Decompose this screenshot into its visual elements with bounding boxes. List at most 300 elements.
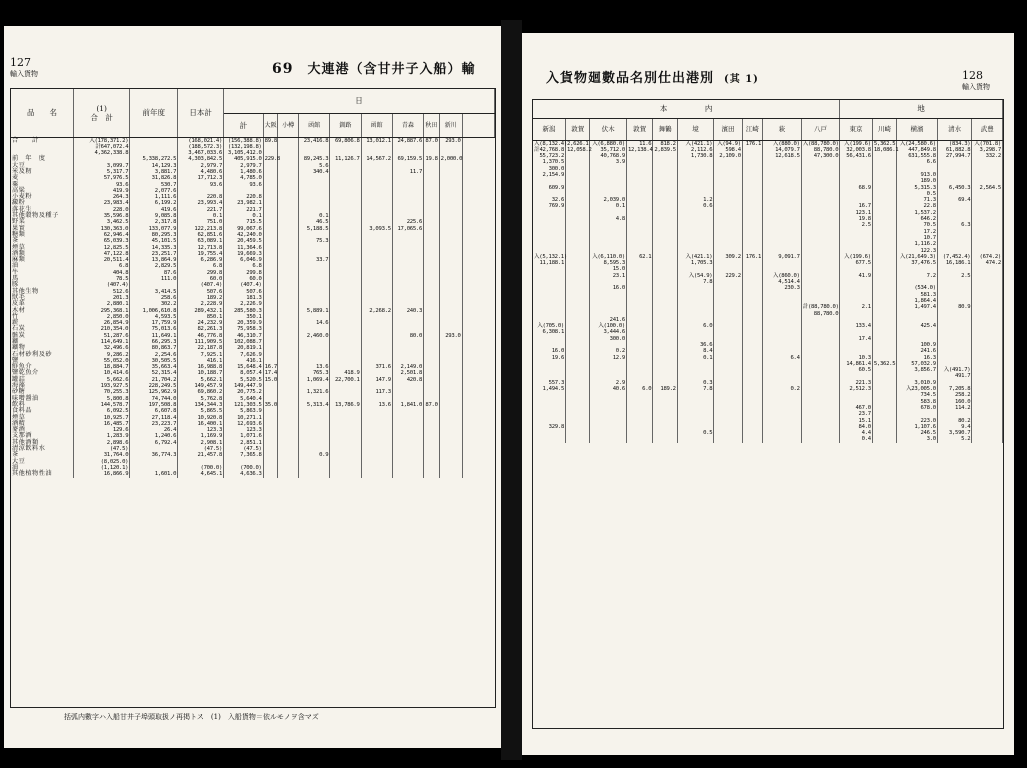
cell-total: 16,485.7 [74,421,130,427]
item-label: 前 年 度 [11,156,74,162]
cell-r7: 11.7 [392,169,423,175]
col-item-header: 品 名 [11,89,74,137]
cell-total: 5,662.6 [74,377,130,383]
cell-r2: 15.0 [264,376,277,383]
cell-total: 入(178,371.2) 計647,072.4 4,362,338.8 [74,137,130,156]
port-header: 函館 [361,113,392,137]
cell-r1: (156,388.8) (132,198.8) 3,105,412.0 [224,137,264,156]
cell: (674.2) 474.2 [972,254,1003,267]
cell-prev: 45,101.5 [130,238,178,244]
cell-prev: 75,013.6 [130,326,178,332]
cell: 230.3 [763,285,802,298]
cell [626,304,652,317]
cell-total: 32,496.6 [74,345,130,351]
cell-r1: 23,982.1 [224,200,264,206]
item-label: 高粱 [11,188,74,194]
item-label: 皮革 [11,301,74,307]
cell-r6: 2,268.2 [361,308,392,314]
item-label: 鹽 [11,358,74,364]
cell [653,254,677,267]
cell [626,285,652,298]
item-label: 茶 [11,452,74,458]
cell: 6.0 [626,386,652,392]
cell-prev: 26.4 [130,427,178,433]
cell [872,254,896,267]
cell [626,436,652,442]
cell [801,254,840,267]
cell [763,304,802,317]
cell: 2.1 [840,304,873,317]
cell [533,304,566,317]
cell-prev: 197,508.8 [130,402,178,408]
cell: 176.1 [742,254,762,267]
cell-japan: 7,925.1 [178,352,224,358]
cell-r1: 121,303.5 [224,402,264,408]
item-label: 酒精 [11,421,74,427]
item-label: 石炭 [11,326,74,332]
cell-prev: 27,118.4 [130,415,178,421]
cell [872,436,896,442]
cell-r5 [330,471,361,477]
cell-r1: 5,520.5 [224,377,264,383]
cell-total: 228.0 [74,207,130,213]
cell-r1: (47.5) [224,446,264,452]
cell: 1,537.2 [897,210,938,216]
cell-r1: 42,240.0 [224,232,264,238]
cell-r1: 2,851.1 [224,440,264,446]
port-header: 八戸 [801,118,840,140]
cell: 7.8 [677,386,714,392]
cell-japan: 5,865.5 [178,408,224,414]
cell [937,285,972,298]
cell-japan: 82,261.3 [178,326,224,332]
cell-r7: 225.6 [392,219,423,225]
cell: 11.6 12,138.4 [626,140,652,159]
cell: 入(94.9) 598.4 2,109.0 [714,140,742,159]
cell: 10.7 [897,235,938,241]
cell: 5,315.3 [897,185,938,191]
cell: 646.2 [897,216,938,222]
cell [972,436,1003,442]
cell-r1: (700.0) [224,465,264,471]
region-land-header: 地 [840,100,1003,118]
port-header: 秋田 [424,113,440,137]
cell-total: 12,825.5 [74,245,130,251]
item-label: 豚 [11,282,74,288]
cell: 71.3 [897,197,938,203]
cell-prev: 258.6 [130,295,178,301]
cell-japan: 4,480.6 [178,169,224,175]
port-header: 境 [677,118,714,140]
item-label: 茶 [11,238,74,244]
cell-r4: 23,416.8 [299,137,330,156]
cell: 467.0 [840,405,873,411]
cell [714,285,742,298]
cell-r8: 87.0 [424,137,440,156]
port-header: 青森 [392,113,423,137]
port-header: 舞鶴 [653,118,677,140]
item-label: 米及籾 [11,169,74,175]
cell: 609.9 [533,185,566,191]
cell: 入(100.0) 3,444.6 [590,323,627,336]
cell-r7: 69,159.5 [392,156,423,162]
cell: 入(860.0) 4,514.4 [763,273,802,286]
right-page-number: 128 輸入貨物 [962,69,990,91]
cell: 913.0 [897,172,938,178]
cell: 4.8 [590,216,627,222]
cell-r4: 765.3 [299,370,330,376]
cell-japan: 10,188.7 [178,370,224,376]
item-label: 落花生 [11,207,74,213]
cell: 入(421.1) 2,112.6 1,730.8 [677,140,714,159]
cell: 23.7 [840,411,873,417]
cell: 22.8 [897,203,938,209]
cell-total: 6,092.5 [74,408,130,414]
cell-r1: 285,580.3 [224,308,264,314]
cell [801,323,840,336]
cell-prev: 23,223.7 [130,421,178,427]
cell-total: 3,099.7 [74,163,130,169]
cell [742,436,762,442]
cell-total: 62,946.4 [74,232,130,238]
cell-r4: 14.6 [299,320,330,326]
port-header: 東京 [840,118,873,140]
port-header: 大阪 [263,113,278,137]
cell-total: 26,854.9 [74,320,130,326]
cell [653,323,677,336]
cell: 189.2 [653,386,677,392]
cell-prev: 66,295.3 [130,339,178,345]
cell: 0.2 [590,348,627,354]
port-header: 新川 [439,113,462,137]
item-label: 石材砂利及砂 [11,352,74,358]
cell-total: 10,925.7 [74,415,130,421]
cell: 6.4 [763,355,802,361]
cell: 16.0 [533,348,566,354]
cell-total: 2,880.1 [74,301,130,307]
cell-japan: 0.1 [178,213,224,219]
cell-r1: 11,364.6 [224,245,264,251]
cell-r1: 46,310.7 [224,333,264,339]
cell-r4 [299,471,330,477]
cell: 32.6 [533,197,566,203]
cell [566,254,590,267]
cell: 入(199.6) 677.5 [840,254,873,267]
cell-r1: 60.0 [224,276,264,282]
cell [714,436,742,442]
cell: 14,861.4 [840,361,873,367]
port-header: 横濱 [897,118,938,140]
cell: 3.9 [590,159,627,165]
cell [872,273,896,286]
cell-r1: 405,915.0 [224,156,264,162]
cell-japan: 93.6 [178,182,224,188]
cell: 176.1 [742,140,762,159]
item-label: 鑛物 [11,345,74,351]
cell-prev: 2,829.5 [130,263,178,269]
cell-prev: 6,792.4 [130,440,178,446]
cell-japan: 189.2 [178,295,224,301]
cell [972,285,1003,298]
cell-japan: 4,303,842.5 [178,156,224,162]
cell-r4: 0.1 [299,213,330,219]
cell-r4: 340.4 [299,169,330,175]
cell: 2,039.0 [590,197,627,203]
port-header [462,113,494,137]
cell-japan: 10,920.8 [178,415,224,421]
cell-r6 [361,471,392,477]
cell: 0.2 [763,386,802,392]
cell-r1: 7,365.8 [224,452,264,458]
cell: 246.5 [897,430,938,436]
cell-r6: 13,012.1 [361,137,392,156]
cell-r1: 6.8 [224,263,264,269]
cell-total: (1,120.1) [74,465,130,471]
cell-r4: 2,460.0 [299,333,330,339]
cell-total: (47.5) [74,446,130,452]
cell: 36.6 [677,342,714,348]
table-row [533,254,1003,267]
cell: 57,032.9 [897,361,938,367]
cell: 40.6 [590,386,627,392]
cell-prev: 80,863.7 [130,345,178,351]
item-label: 大豆 [11,163,74,169]
cell [533,273,566,286]
cell: 189.0 [897,178,938,184]
cell: 309.2 [714,254,742,267]
cell: 入(21,649.3) 37,476.5 [897,254,938,267]
cell-r7: 1,841.0 [392,402,423,408]
cell-prev: 133,077.9 [130,226,178,232]
cell-r1: 2,226.9 [224,301,264,307]
cell: 769.9 [533,203,566,209]
cell [801,273,840,286]
item-label: 鹽乾魚介 [11,370,74,376]
cell-r8 [424,471,440,477]
item-label: 骸炭 [11,333,74,339]
cell-japan: 4,645.1 [178,471,224,477]
cell: 425.4 [897,323,938,336]
cell-r9 [439,471,462,477]
item-label: 海藻 [11,383,74,389]
cell-total: 51,287.6 [74,333,130,339]
port-header: 萩 [763,118,802,140]
cell-japan: 2,908.1 [178,440,224,446]
cell [801,436,840,442]
cell-japan: 46,776.8 [178,333,224,339]
item-label: 糖類 [11,232,74,238]
cell [714,367,742,380]
cell-r6: 371.6 [361,364,392,370]
cell [742,285,762,298]
cell: 223.0 [897,418,938,424]
cell: 2.5 [840,222,873,228]
cell: 2.5 [937,273,972,286]
cell-r1: 15,648.4 [224,364,264,370]
cell-r9: 293.0 [439,137,462,156]
cell-total: 264.3 [74,194,130,200]
cell: 0.4 [840,436,873,442]
cell-japan: 1,169.9 [178,433,224,439]
cell-r2: 35.0 [264,401,277,408]
cell [714,304,742,317]
cell-prev: 31,826.8 [130,175,178,181]
cell-total: 5,317.7 [74,169,130,175]
cell-r1: 102,088.7 [224,339,264,345]
cell-total: (8,025.0) [74,459,130,465]
cell-r5: 13,786.9 [330,402,361,408]
cell: 9.4 [937,424,972,430]
cell-total: 55,052.0 [74,358,130,364]
cell-prev: 5,338,272.5 [130,156,178,162]
cell-r6: 117.3 [361,389,392,395]
cell [533,285,566,298]
cell-japan: 63,089.1 [178,238,224,244]
cell: 122.3 [897,248,938,254]
table-row [533,304,1003,317]
cell-japan: 299.8 [178,270,224,276]
cell-r4: 5.6 [299,163,330,169]
cell-prev: 11,649.1 [130,333,178,339]
cell-japan: 221.7 [178,207,224,213]
cell-r2: 17.4 [264,370,277,377]
table-row [533,273,1003,286]
cell-japan: 12,713.8 [178,245,224,251]
cell: 15.1 [840,418,873,424]
cell-prev: 6,199.2 [130,200,178,206]
cell-japan: 111,909.5 [178,339,224,345]
item-label: 其他穀物及種子 [11,213,74,219]
item-label: 味噌醤油 [11,396,74,402]
item-label: 大豆 [11,459,74,465]
cell: 入(199.6) 32,003.8 56,431.6 [840,140,873,159]
cell-r1: 6,046.9 [224,257,264,263]
port-header: 計 [224,113,264,137]
cell: 入(54.9) 7.8 [677,273,714,286]
cell-japan: 220.8 [178,194,224,200]
cell-prev: 13,864.9 [130,257,178,263]
cell-total: 210,354.0 [74,326,130,332]
cell-japan: 751.0 [178,219,224,225]
port-header: 敦賀 [626,118,652,140]
cell: (834.3) 61,882.8 27,994.7 [937,140,972,159]
cell-japan: 416.1 [178,358,224,364]
item-label: 鑛 [11,339,74,345]
cell [566,304,590,317]
cell-japan: 17,712.3 [178,175,224,181]
cell: 734.5 [897,392,938,398]
cell: 23.1 [590,273,627,286]
cell [972,304,1003,317]
cell: 計(88,780.0) 88,780.0 [802,304,839,317]
item-label: 罐詰 [11,377,74,383]
cell-prev: 23,251.7 [130,251,178,257]
cell: 70.5 [897,222,938,228]
cell-r5: 69,806.8 [330,137,361,156]
cell-japan: 6,286.9 [178,257,224,263]
cell-total: 512.6 [74,289,130,295]
cell-prev: 14,335.3 [130,245,178,251]
port-header: 濱田 [714,118,742,140]
cell: 16.3 [897,355,938,361]
cell-r1: 715.5 [224,219,264,225]
cell: 7,205.8 [937,386,972,392]
item-label: 麻類 [11,257,74,263]
cell: 678.0 [897,405,938,411]
port-header: 小樽 [278,113,299,137]
cell-r1: 5,640.4 [224,396,264,402]
cell-prev: 17,759.9 [130,320,178,326]
cell-r7: 2,149.0 [392,364,423,370]
port-header: 釧路 [330,113,361,137]
cell-prev: 419.6 [130,207,178,213]
cell-r4: 1,321.6 [299,389,330,395]
cell-japan: 6.8 [178,263,224,269]
cell-r1: 4,785.0 [224,175,264,181]
cell-r6: 3,093.5 [361,226,392,232]
cell-r6: 147.9 [361,377,392,383]
cell-prev: 2,254.6 [130,352,178,358]
cell: 3,856.7 [897,367,938,380]
cell-total: 1,283.9 [74,433,130,439]
cell [590,436,627,442]
cell: 12.9 [590,355,627,361]
cell-prev: 302.2 [130,301,178,307]
cell-r1: 99,067.6 [224,226,264,232]
cell-r7: 420.8 [392,377,423,383]
left-page-number: 127 輸入貨物 [10,56,38,78]
cell-r1: 8,057.4 [224,370,264,376]
cell-japan: 123.3 [178,427,224,433]
item-label: 飲料 [11,402,74,408]
item-label: 麥酒 [11,427,74,433]
cell: 583.8 [897,399,938,405]
cell: 19.6 [533,355,566,361]
cell: 10.3 [840,355,873,361]
cell: 123.1 [840,210,873,216]
cell [763,323,802,336]
cell-total: 10,414.6 [74,370,130,376]
cell-r1: 149,447.9 [224,383,264,389]
cell: 0.1 [590,203,627,209]
cell: 1,864.4 [897,298,938,304]
cell: 100.9 [897,342,938,348]
cell-r6: 13.6 [361,402,392,408]
cell-japan: 2,979.7 [178,163,224,169]
cell-total: 16,866.9 [74,471,130,477]
cell: (534.0) 581.3 [897,285,938,298]
cell [937,323,972,336]
cell-prev: 3,881.7 [130,169,178,175]
cell-total: 9,286.2 [74,352,130,358]
cell-r1: 221.7 [224,207,264,213]
table-row [11,137,495,156]
cell-prev: 2,317.8 [130,219,178,225]
cell: 0.3 [677,380,714,386]
cell: 入(6,880.0) 35,712.0 40,768.9 [590,140,627,159]
right-table [532,99,1004,729]
left-corner-label: 輸入貨物 [10,70,38,78]
cell [626,367,652,380]
item-label: 砂糖 [11,389,74,395]
cell: 0.1 [677,355,714,361]
cell-total: 78.5 [74,276,130,282]
cell [972,323,1003,336]
item-label: 其他植物性油 [11,471,74,477]
cell-prev: 3,414.5 [130,289,178,295]
table-row [533,367,1003,380]
cell: 1,116.2 [897,241,938,247]
